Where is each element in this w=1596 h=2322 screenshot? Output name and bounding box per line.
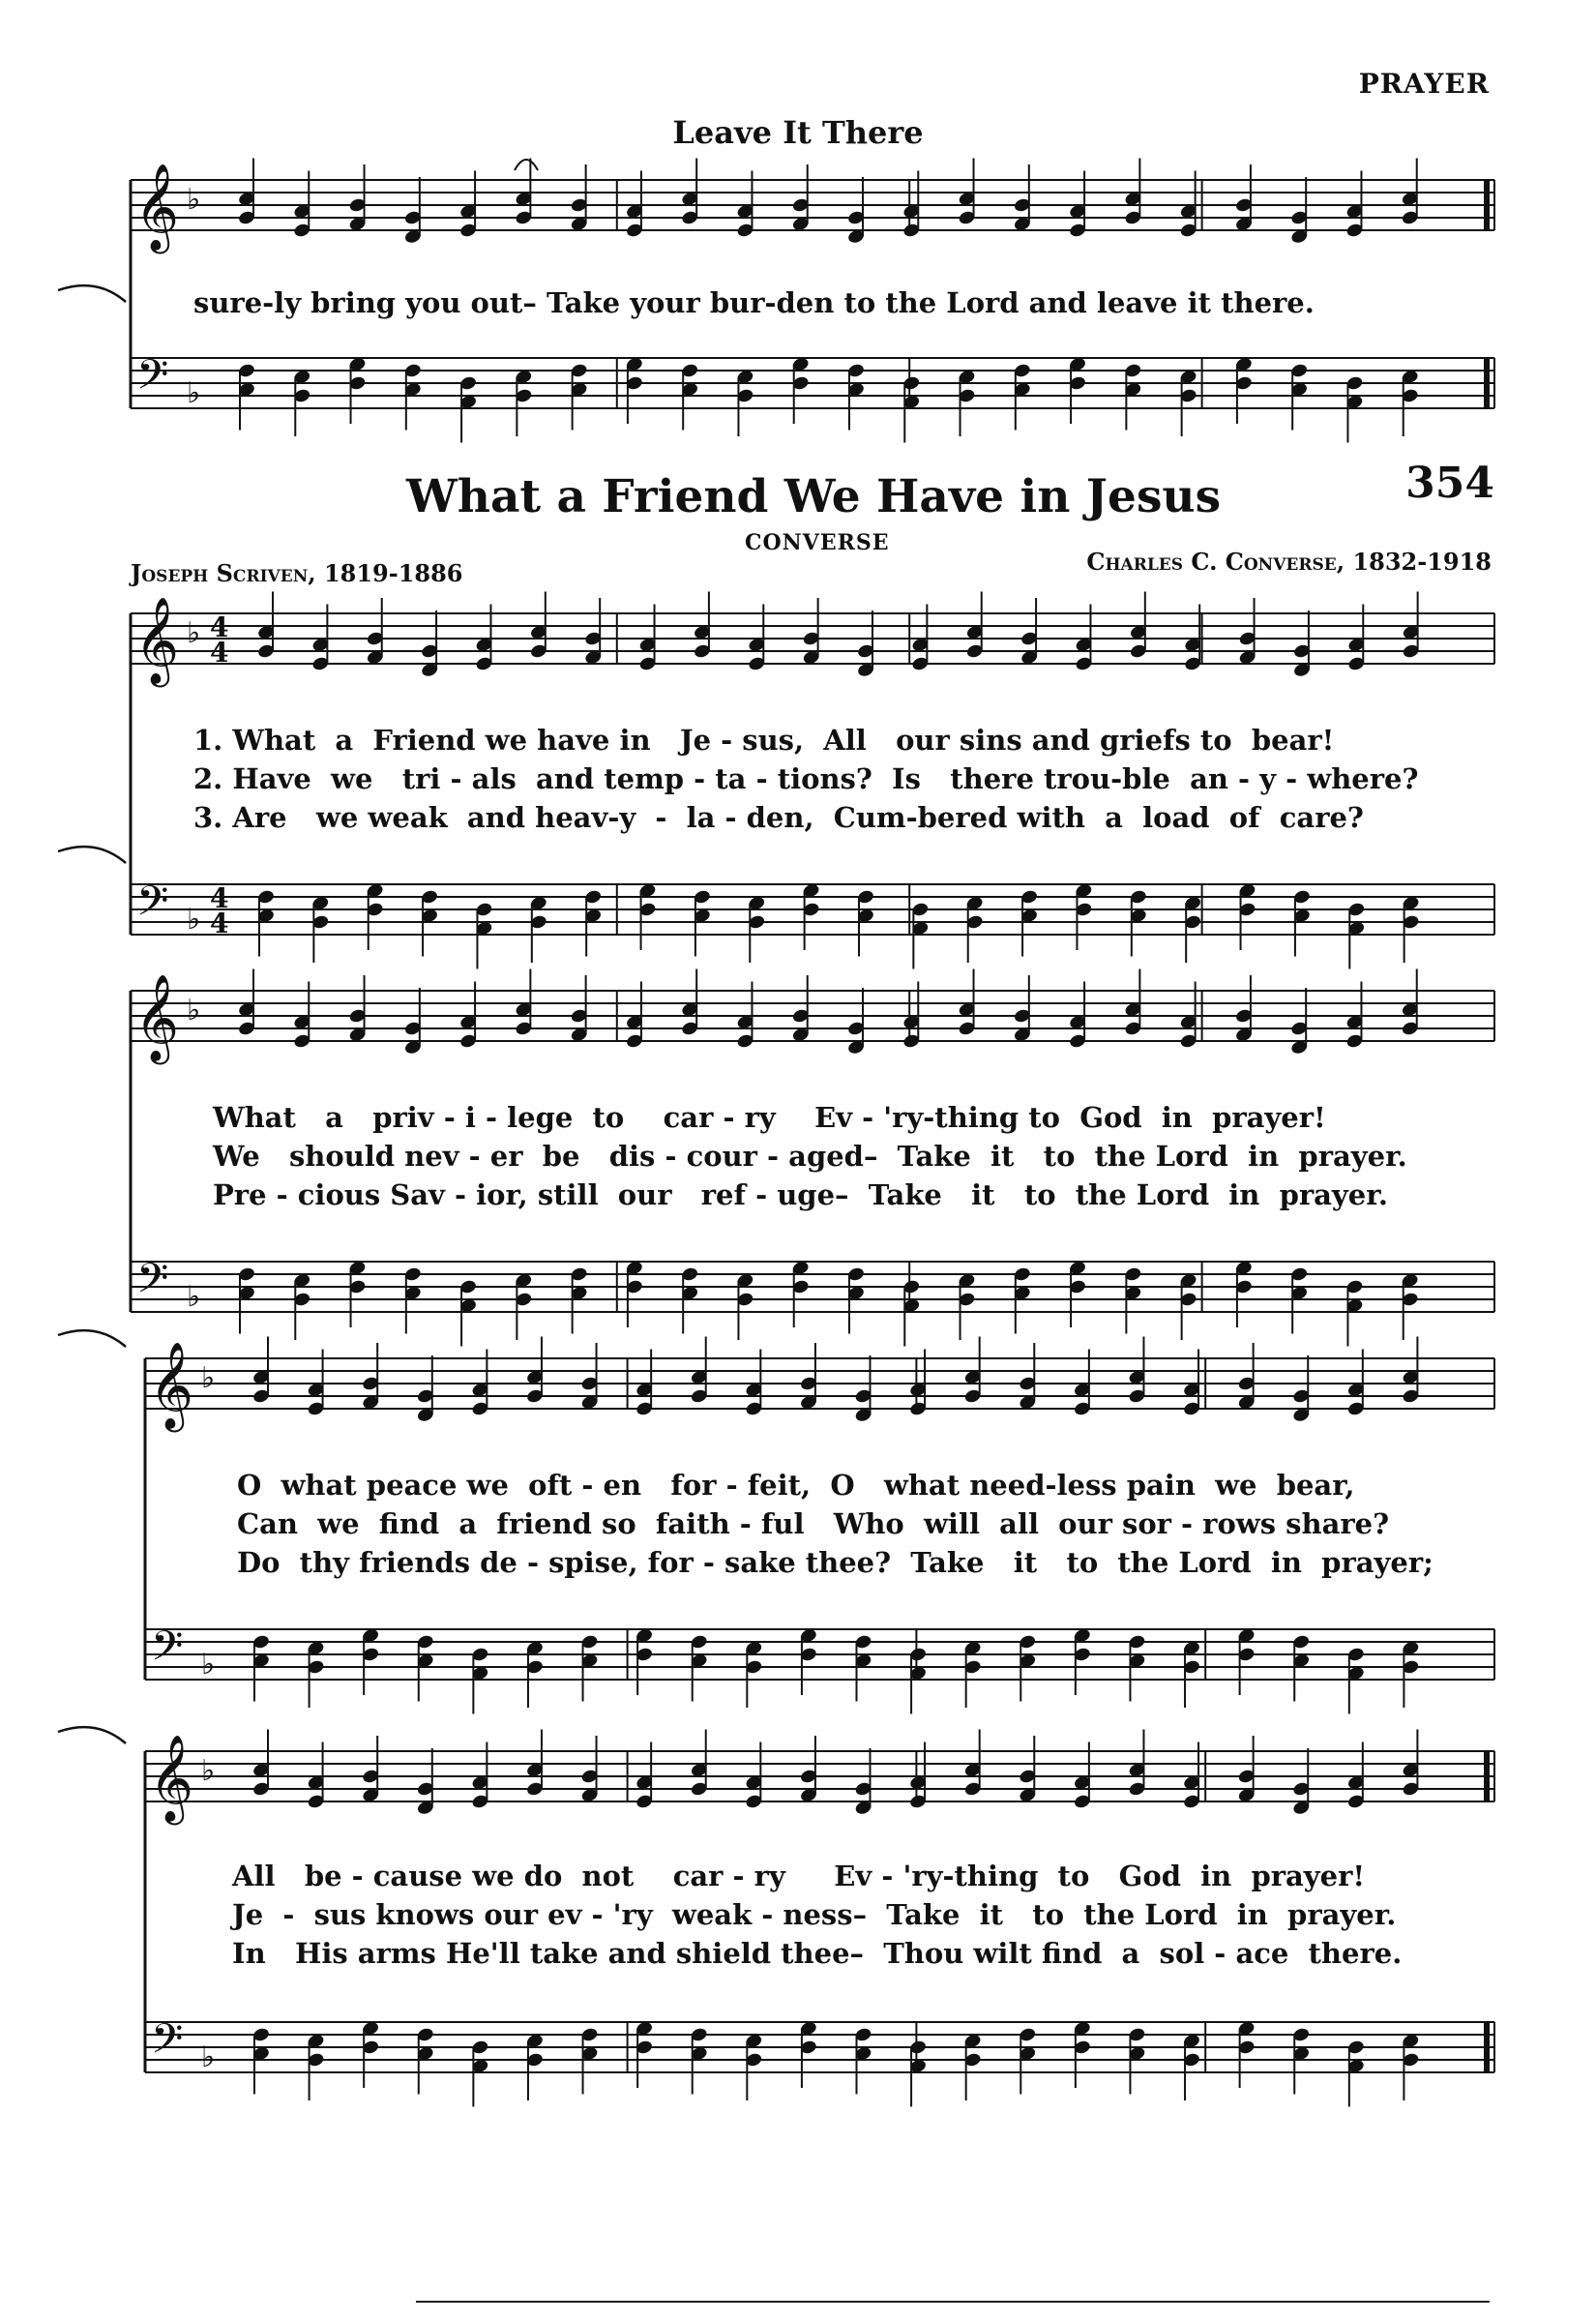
page-bottom-rule <box>416 2301 1490 2303</box>
time-signature: 4 <box>210 611 229 643</box>
verse-1-line-4: All be - cause we do not car - ry Ev - 'ry-thing to God in prayer! <box>232 1860 1366 1892</box>
time-signature: 4 <box>210 908 229 939</box>
verse-2-line-3: Can we find a friend so faith - ful Who will all our sor - rows share? <box>237 1507 1390 1540</box>
verse-1-line-2: What a priv - i - lege to car - ry Ev - 'ry-thing to God in prayer! <box>213 1101 1326 1134</box>
verse-2-line-1: 2. Have we tri - als and temp - ta - tions? Is there trou-ble an - y - where? <box>193 762 1419 795</box>
flat-key-signature: ♭ <box>187 183 201 217</box>
verse-1-line-1: 1. What a Friend we have in Je - sus, All our sins and griefs to bear! <box>193 724 1335 757</box>
bass-clef: 𝄢 <box>136 1255 169 1313</box>
verse-2-line-2: We should nev - er be dis - cour - aged– Take it to the Lord in prayer. <box>213 1140 1407 1173</box>
treble-clef: 𝄞 <box>149 1735 194 1822</box>
flat-key-signature: ♭ <box>187 616 201 650</box>
verse-3-line-2: Pre - cious Sav - ior, still our ref - uge– Take it to the Lord in prayer. <box>213 1178 1388 1211</box>
margin-brace-mark <box>58 1727 126 1743</box>
flat-key-signature: ♭ <box>201 1361 216 1395</box>
treble-clef: 𝄞 <box>134 164 180 251</box>
previous-hymn-lyrics: sure-ly bring you out– Take your bur-den to the Lord and leave it there. <box>193 286 1315 319</box>
time-signature: 4 <box>210 882 229 914</box>
flat-key-signature: ♭ <box>201 2040 216 2074</box>
author-name: Joseph Scriven, 1819-1886 <box>131 559 463 587</box>
flat-key-signature: ♭ <box>187 903 201 937</box>
treble-clef: 𝄞 <box>149 1342 194 1429</box>
bass-clef: 𝄢 <box>151 1622 184 1681</box>
bass-clef: 𝄢 <box>136 878 169 936</box>
fermata-mark <box>515 160 538 170</box>
margin-brace-mark <box>58 1330 126 1347</box>
hymn-number: 354 <box>1405 459 1494 508</box>
treble-clef: 𝄞 <box>134 974 180 1061</box>
time-signature: 4 <box>210 637 229 669</box>
flat-key-signature: ♭ <box>187 1280 201 1314</box>
hymn-title: What a Friend We Have in Jesus <box>406 470 1222 523</box>
verse-3-line-4: In His arms He'll take and shield thee– Thou wilt find a sol - ace there. <box>232 1937 1403 1970</box>
verse-1-line-3: O what peace we oft - en for - feit, O what need-less pain we bear, <box>237 1469 1355 1502</box>
previous-hymn-title: Leave It There <box>672 114 924 151</box>
section-label: PRAYER <box>1358 68 1490 100</box>
flat-key-signature: ♭ <box>201 1648 216 1682</box>
flat-key-signature: ♭ <box>187 994 201 1027</box>
verse-3-line-1: 3. Are we weak and heav-y - la - den, Cum-bered with a load of care? <box>193 801 1364 834</box>
bass-clef: 𝄢 <box>136 351 169 409</box>
flat-key-signature: ♭ <box>187 376 201 410</box>
margin-brace-mark <box>58 285 126 302</box>
bass-clef: 𝄢 <box>151 2015 184 2073</box>
composer-name: Charles C. Converse, 1832-1918 <box>1086 548 1492 576</box>
margin-brace-mark <box>58 847 126 863</box>
flat-key-signature: ♭ <box>201 1754 216 1788</box>
treble-clef: 𝄞 <box>134 597 180 684</box>
verse-2-line-4: Je - sus knows our ev - 'ry weak - ness– Take it to the Lord in prayer. <box>232 1898 1397 1931</box>
tune-name: CONVERSE <box>745 530 890 555</box>
verse-3-line-3: Do thy friends de - spise, for - sake thee? Take it to the Lord in prayer; <box>237 1546 1433 1579</box>
